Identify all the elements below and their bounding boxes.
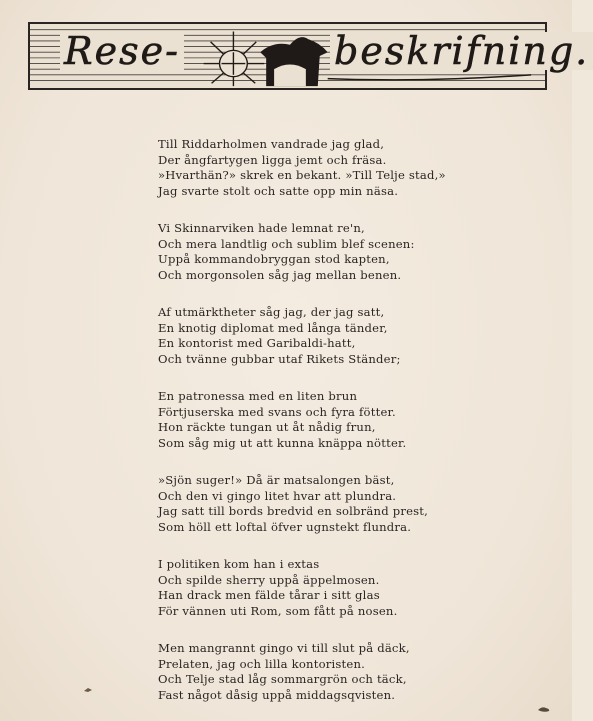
poem-line: »Sjön suger!» Då är matsalongen bäst, [158, 473, 395, 487]
poem-line: Och den vi gingo litet hvar att plundra. [158, 488, 397, 503]
header-banner [28, 22, 590, 90]
title-underline [328, 75, 531, 80]
stanza [158, 137, 458, 199]
poem-line: En patronessa med en liten brun [158, 389, 358, 403]
sun-emblem [204, 32, 265, 87]
poem-line: Hon räckte tungan ut åt nådig frun, [158, 420, 376, 434]
poem-line: Förtjuserska med svans och fyra fötter. [158, 404, 396, 419]
stanza [158, 473, 458, 535]
stanza [158, 641, 458, 703]
figure-silhouette [260, 37, 327, 86]
poem-line: Som såg mig ut att kunna knäppa nötter. [158, 435, 407, 450]
stanza [158, 557, 458, 619]
stanza [158, 305, 458, 367]
poem-line: Men mangrannt gingo vi till slut på däck, [158, 641, 410, 655]
poem-line: Och mera landtlig och sublim blef scenen: [158, 236, 415, 251]
poem-line: Uppå kommandobryggan stod kapten, [158, 252, 390, 266]
poem-line: Han drack men fälde tårar i sitt glas [158, 588, 380, 602]
poem-body [158, 137, 458, 703]
poem-line: Till Riddarholmen vandrade jag glad, [158, 137, 385, 151]
poem-line: För vännen uti Rom, som fått på nosen. [158, 603, 398, 618]
poem-line: Och tvänne gubbar utaf Rikets Ständer; [158, 351, 401, 366]
poem-line: Prelaten, jag och lilla kontoristen. [158, 656, 366, 671]
title-word-rese: Rese- [60, 32, 184, 70]
poem-line: »Hvarthän?» skrek en bekant. »Till Telje stad,» [158, 168, 446, 182]
poem-line: Jag satt till bords bredvid en solbränd prest, [158, 504, 429, 518]
title-word-beskrifning: beskrifning. [330, 32, 593, 70]
stanza [158, 389, 458, 451]
ink-mark-icon [83, 687, 93, 693]
poem-line: Fast något dåsig uppå middagsqvisten. [158, 687, 396, 702]
stanza [158, 221, 458, 283]
poem-line: I politiken kom han i extas [158, 557, 320, 571]
poem-line: En knotig diplomat med långa tänder, [158, 320, 388, 335]
poem-line: Vi Skinnarviken hade lemnat re'n, [158, 221, 365, 235]
ink-smudge-icon [537, 705, 551, 713]
poem-line: Och morgonsolen såg jag mellan benen. [158, 267, 402, 282]
poem-line: Jag svarte stolt och satte opp min näsa. [158, 183, 399, 198]
poem-line: Som höll ett loftal öfver ugnstekt flundra. [158, 519, 412, 534]
poem-line: Af utmärktheter såg jag, der jag satt, [158, 305, 385, 319]
poem-line: Och Telje stad låg sommargrön och täck, [158, 672, 407, 686]
poem-line: En kontorist med Garibaldi-hatt, [158, 336, 356, 350]
poem-line: Der ångfartygen ligga jemt och fräsa. [158, 152, 387, 167]
poem-line: Och spilde sherry uppå äppelmosen. [158, 572, 380, 587]
